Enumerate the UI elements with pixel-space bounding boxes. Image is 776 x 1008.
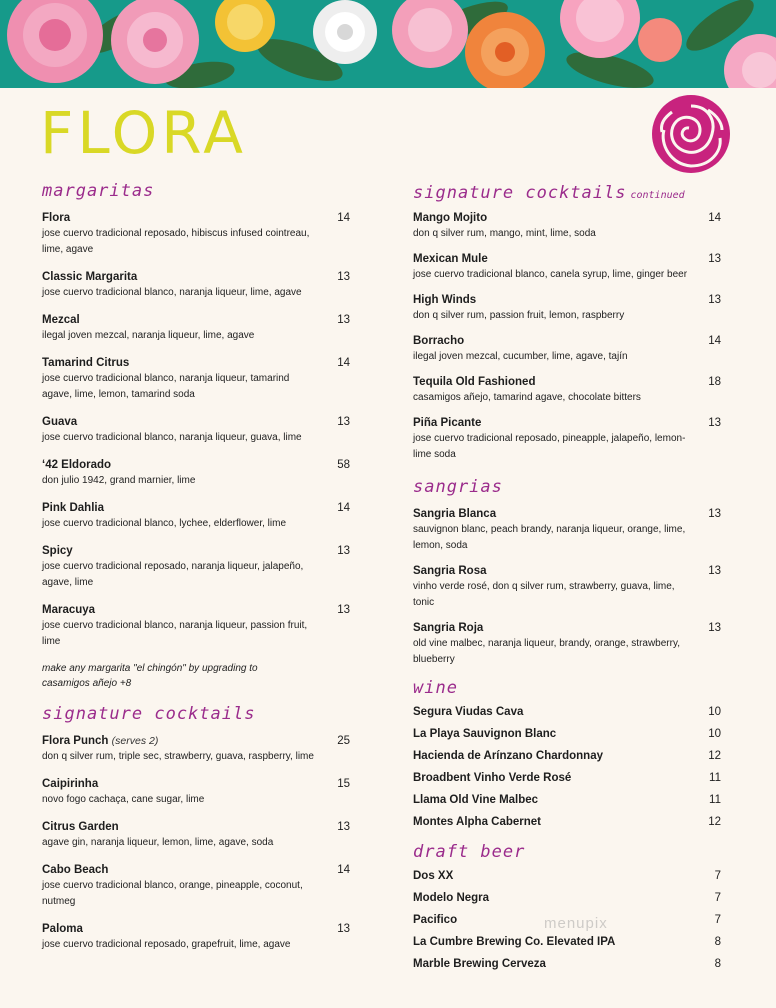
menu-item (413, 931, 721, 953)
menu-item (413, 210, 721, 242)
item-price: 10 (708, 728, 721, 740)
margaritas-heading: margaritas (42, 181, 155, 201)
item-description: jose cuervo tradicional blanco, naranja liqueur, lime, agave (42, 287, 302, 298)
item-description: don q silver rum, triple sec, strawberry, guava, raspberry, lime (42, 751, 314, 762)
menu-item (413, 723, 721, 745)
item-name: Dos XX (413, 870, 454, 882)
item-price: 14 (708, 335, 721, 347)
item-name: Broadbent Vinho Verde Rosé (413, 772, 572, 784)
item-description: old vine malbec, naranja liqueur, brandy, orange, strawberry, blueberry (413, 638, 680, 665)
draft-beer-heading: draft beer (413, 842, 526, 862)
item-name: Sangria Blanca (413, 508, 497, 520)
menu-item (413, 292, 721, 324)
item-price: 14 (337, 864, 350, 876)
menu-item (42, 312, 350, 344)
item-name: Montes Alpha Cabernet (413, 816, 542, 828)
menu-item (413, 333, 721, 365)
item-price: 15 (337, 778, 350, 790)
item-name: Llama Old Vine Malbec (413, 794, 539, 806)
item-price: 12 (708, 816, 721, 828)
item-name: Caipirinha (42, 778, 99, 790)
menu-item (413, 887, 721, 909)
item-price: 7 (714, 870, 721, 882)
menu-item (413, 865, 721, 887)
item-name: Borracho (413, 335, 465, 347)
item-price: 13 (708, 622, 721, 634)
item-name: High Winds (413, 294, 477, 306)
item-name: Cabo Beach (42, 864, 109, 876)
item-description: jose cuervo tradicional reposado, pineapple, jalapeño, lemon-lime soda (413, 433, 686, 460)
item-price: 7 (714, 892, 721, 904)
menu-item (42, 457, 350, 489)
menu-item (413, 563, 721, 611)
margarita-upgrade-note: make any margarita "el chingón" by upgrading to casamigos añejo +8 (42, 663, 258, 689)
item-price: 13 (337, 314, 350, 326)
rose-logo-icon (650, 94, 732, 174)
item-description: jose cuervo tradicional blanco, orange, pineapple, coconut, nutmeg (42, 880, 303, 907)
menu-item (42, 776, 350, 808)
item-price: 13 (708, 565, 721, 577)
item-name: Hacienda de Arínzano Chardonnay (413, 750, 603, 762)
item-price: 12 (708, 750, 721, 762)
item-price: 25 (337, 735, 350, 747)
item-name: Sangria Rosa (413, 565, 487, 577)
menu-item (413, 374, 721, 406)
item-name: Mexican Mule (413, 253, 488, 265)
menu-item (413, 506, 721, 554)
item-price: 13 (337, 416, 350, 428)
menu-item (413, 415, 721, 463)
menu-item (42, 733, 350, 765)
item-price: 10 (708, 706, 721, 718)
item-price: 13 (337, 821, 350, 833)
item-price: 11 (709, 772, 721, 784)
item-name: Marble Brewing Cerveza (413, 958, 546, 970)
item-name: Guava (42, 416, 78, 428)
item-name: Pacifico (413, 914, 458, 926)
menu-item (42, 921, 350, 953)
item-description: sauvignon blanc, peach brandy, naranja liqueur, orange, lime, lemon, soda (413, 524, 686, 551)
item-name: Maracuya (42, 604, 96, 616)
menu-item (413, 251, 721, 283)
menu-item (413, 811, 721, 833)
item-description: agave gin, naranja liqueur, lemon, lime, agave, soda (42, 837, 274, 848)
menu-item (42, 602, 350, 650)
sangrias-list (413, 506, 721, 668)
item-name: Pink Dahlia (42, 502, 104, 514)
item-description: jose cuervo tradicional blanco, canela syrup, lime, ginger beer (413, 269, 688, 280)
menu-item (42, 355, 350, 403)
item-description: jose cuervo tradicional blanco, naranja liqueur, tamarind agave, lime, lemon, tamarind soda (42, 373, 290, 400)
menu-item (413, 789, 721, 811)
item-name: Sangria Roja (413, 622, 484, 634)
item-price: 18 (708, 376, 721, 388)
item-name: Tequila Old Fashioned (413, 376, 536, 388)
item-price: 13 (708, 294, 721, 306)
item-description: don q silver rum, mango, mint, lime, soda (413, 228, 596, 239)
item-name: Flora Punch (serves 2) (42, 735, 159, 747)
item-price: 14 (708, 212, 721, 224)
serves-note: (serves 2) (111, 735, 159, 747)
item-name: La Cumbre Brewing Co. Elevated IPA (413, 936, 616, 948)
item-price: 13 (337, 545, 350, 557)
item-price: 13 (708, 417, 721, 429)
item-name: Mango Mojito (413, 212, 488, 224)
menu-item (413, 953, 721, 975)
item-price: 14 (337, 212, 350, 224)
item-name: Citrus Garden (42, 821, 119, 833)
item-name: Classic Margarita (42, 271, 138, 283)
menu-item (42, 269, 350, 301)
item-price: 13 (337, 604, 350, 616)
item-name: Paloma (42, 923, 83, 935)
item-description: novo fogo cachaça, cane sugar, lime (42, 794, 205, 805)
wine-heading: wine (413, 678, 458, 698)
floral-banner (0, 0, 776, 88)
menu-item (42, 210, 350, 258)
menu-item (413, 620, 721, 668)
item-price: 13 (337, 271, 350, 283)
item-description: jose cuervo tradicional reposado, hibiscus infused cointreau, lime, agave (42, 228, 310, 255)
menu-item (42, 414, 350, 446)
item-price: 8 (714, 958, 721, 970)
signature-cocktails-continued-heading: signature cocktails continued (413, 183, 685, 203)
item-description: jose cuervo tradicional reposado, grapefruit, lime, agave (42, 939, 291, 950)
item-price: 14 (337, 502, 350, 514)
signature-cocktails-list (42, 733, 350, 953)
item-name: Tamarind Citrus (42, 357, 130, 369)
item-price: 8 (714, 936, 721, 948)
continued-label: continued (630, 190, 685, 201)
item-name: Spicy (42, 545, 73, 557)
item-name: Mezcal (42, 314, 80, 326)
item-price: 11 (709, 794, 721, 806)
item-price: 13 (708, 253, 721, 265)
menu-item (42, 819, 350, 851)
menu-item (413, 767, 721, 789)
item-description: ilegal joven mezcal, cucumber, lime, agave, tajín (413, 351, 628, 362)
item-price: 13 (708, 508, 721, 520)
left-column (42, 180, 350, 964)
signature-cocktails-heading: signature cocktails (42, 704, 256, 724)
item-price: 14 (337, 357, 350, 369)
item-name: Piña Picante (413, 417, 482, 429)
item-description: don q silver rum, passion fruit, lemon, raspberry (413, 310, 625, 321)
menu-item (42, 500, 350, 532)
item-name: La Playa Sauvignon Blanc (413, 728, 557, 740)
menu-item (413, 701, 721, 723)
watermark: menupix (544, 915, 608, 932)
item-name: Modelo Negra (413, 892, 490, 904)
menu-item (42, 543, 350, 591)
item-description: jose cuervo tradicional blanco, naranja liqueur, passion fruit, lime (42, 620, 308, 647)
menu-item (413, 745, 721, 767)
restaurant-logo: FLORA (40, 99, 247, 167)
margaritas-list (42, 210, 350, 650)
right-column (413, 182, 721, 975)
item-name: ‘42 Eldorado (42, 459, 112, 471)
item-description: jose cuervo tradicional reposado, naranja liqueur, jalapeño, agave, lime (42, 561, 304, 588)
item-description: jose cuervo tradicional blanco, naranja liqueur, guava, lime (42, 432, 302, 443)
flower-illustration-icon (0, 0, 776, 88)
item-description: ilegal joven mezcal, naranja liqueur, lime, agave (42, 330, 255, 341)
menu-item (42, 862, 350, 910)
signature-cocktails-continued-list (413, 210, 721, 463)
item-description: jose cuervo tradicional blanco, lychee, elderflower, lime (42, 518, 287, 529)
sangrias-heading: sangrias (413, 477, 503, 497)
item-price: 58 (337, 459, 350, 471)
item-description: vinho verde rosé, don q silver rum, strawberry, guava, lime, tonic (413, 581, 675, 608)
wine-list (413, 701, 721, 833)
item-price: 13 (337, 923, 350, 935)
item-name: Segura Viudas Cava (413, 706, 524, 718)
item-name: Flora (42, 212, 71, 224)
item-description: don julio 1942, grand marnier, lime (42, 475, 196, 486)
item-price: 7 (714, 914, 721, 926)
item-description: casamigos añejo, tamarind agave, chocolate bitters (413, 392, 641, 403)
